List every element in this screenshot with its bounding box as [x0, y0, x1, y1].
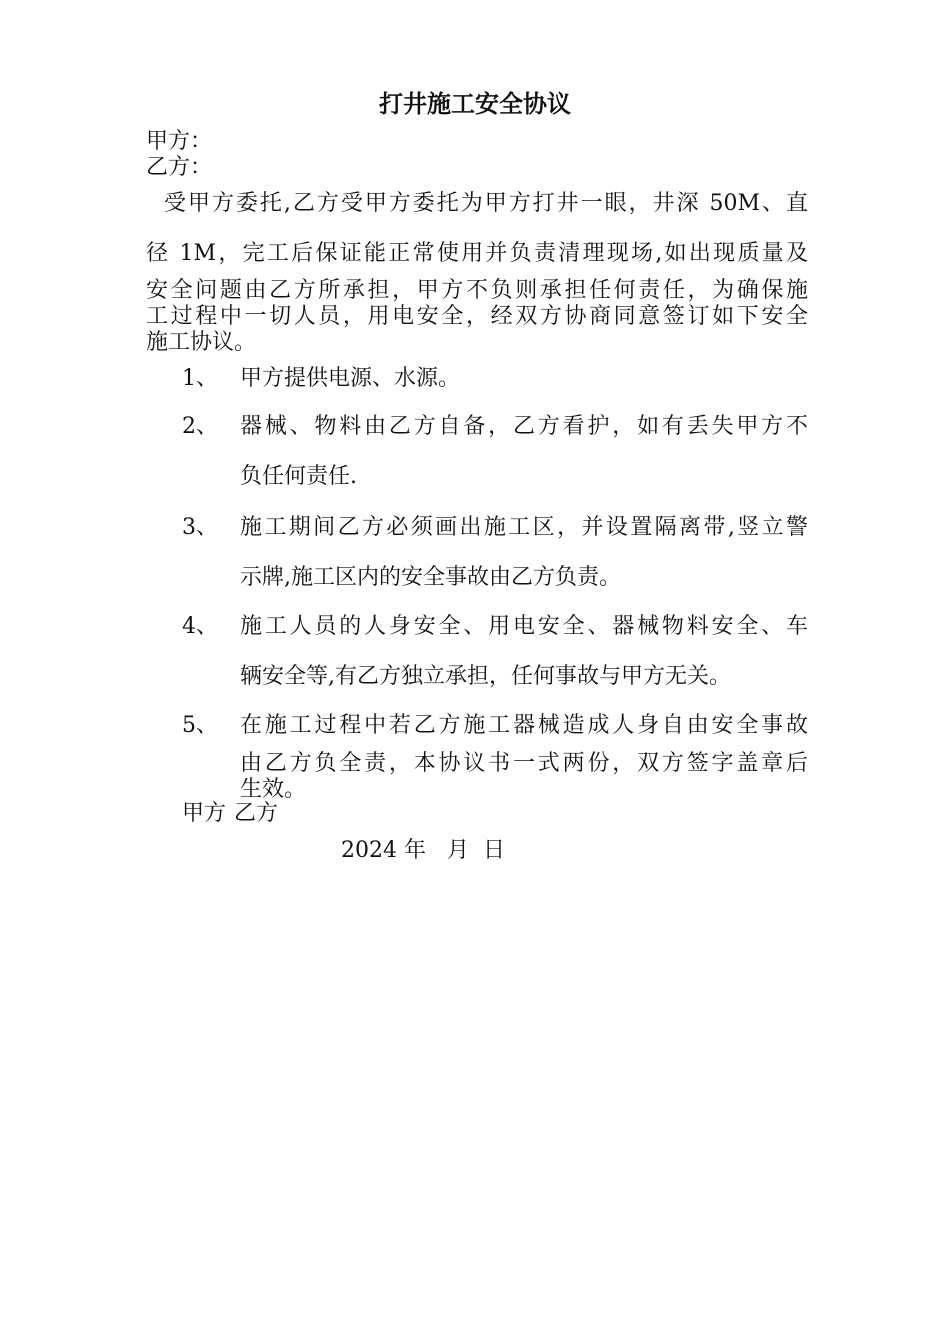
clause-line: 施工人员的人身安全、用电安全、器械物料安全、车	[240, 614, 808, 639]
date-month: 月	[446, 838, 469, 863]
clause-number: 4、	[182, 614, 218, 639]
intro-line: 工过程中一切人员，用电安全，经双方协商同意签订如下安全	[146, 304, 808, 329]
clause-number: 1、	[182, 366, 218, 391]
document-title: 打井施工安全协议	[379, 89, 571, 118]
clause-line: 示牌,施工区内的安全事故由乙方负责。	[240, 565, 621, 590]
date-line	[341, 838, 505, 864]
clause-number: 2、	[182, 414, 218, 439]
clause-text	[240, 514, 808, 592]
clause-line: 施工期间乙方必须画出施工区，并设置隔离带,竖立警	[240, 515, 808, 540]
clause-text	[240, 712, 808, 802]
clause-line: 甲方提供电源、水源。	[240, 366, 461, 391]
clause-line: 负任何责任.	[240, 464, 357, 489]
clause-number: 3、	[182, 515, 218, 540]
intro-line: 安全问题由乙方所承担，甲方不负则承担任何责任，为确保施	[146, 278, 808, 303]
clause-line: 辆安全等,有乙方独立承担，任何事故与甲方无关。	[240, 664, 731, 689]
clause-line: 器械、物料由乙方自备，乙方看护，如有丢失甲方不	[240, 414, 808, 439]
clause-text	[240, 613, 808, 691]
intro-line: 施工协议。	[146, 330, 257, 355]
clause-number: 5、	[182, 713, 218, 738]
signature-row	[182, 801, 278, 827]
date-year: 2024 年	[341, 838, 426, 863]
clause-line: 在施工过程中若乙方施工器械造成人身自由安全事故	[240, 713, 808, 738]
intro-line: 受甲方委托,乙方受甲方委托为甲方打井一眼，井深 50M、直	[164, 191, 808, 216]
clause-line: 由乙方负全责，本协议书一式两份，双方签字盖章后	[240, 751, 808, 776]
date-day: 日	[482, 838, 505, 863]
clause-text	[240, 413, 808, 491]
party-a-label: 甲方：	[146, 129, 213, 154]
clause-text	[240, 365, 808, 393]
clause-line: 生效。	[240, 777, 307, 802]
party-a-signature-label: 甲方	[182, 801, 227, 826]
party-b-label: 乙方：	[146, 155, 213, 180]
party-b-signature-label: 乙方	[234, 801, 279, 826]
intro-line: 径 1M，完工后保证能正常使用并负责清理现场,如出现质量及	[146, 241, 808, 266]
